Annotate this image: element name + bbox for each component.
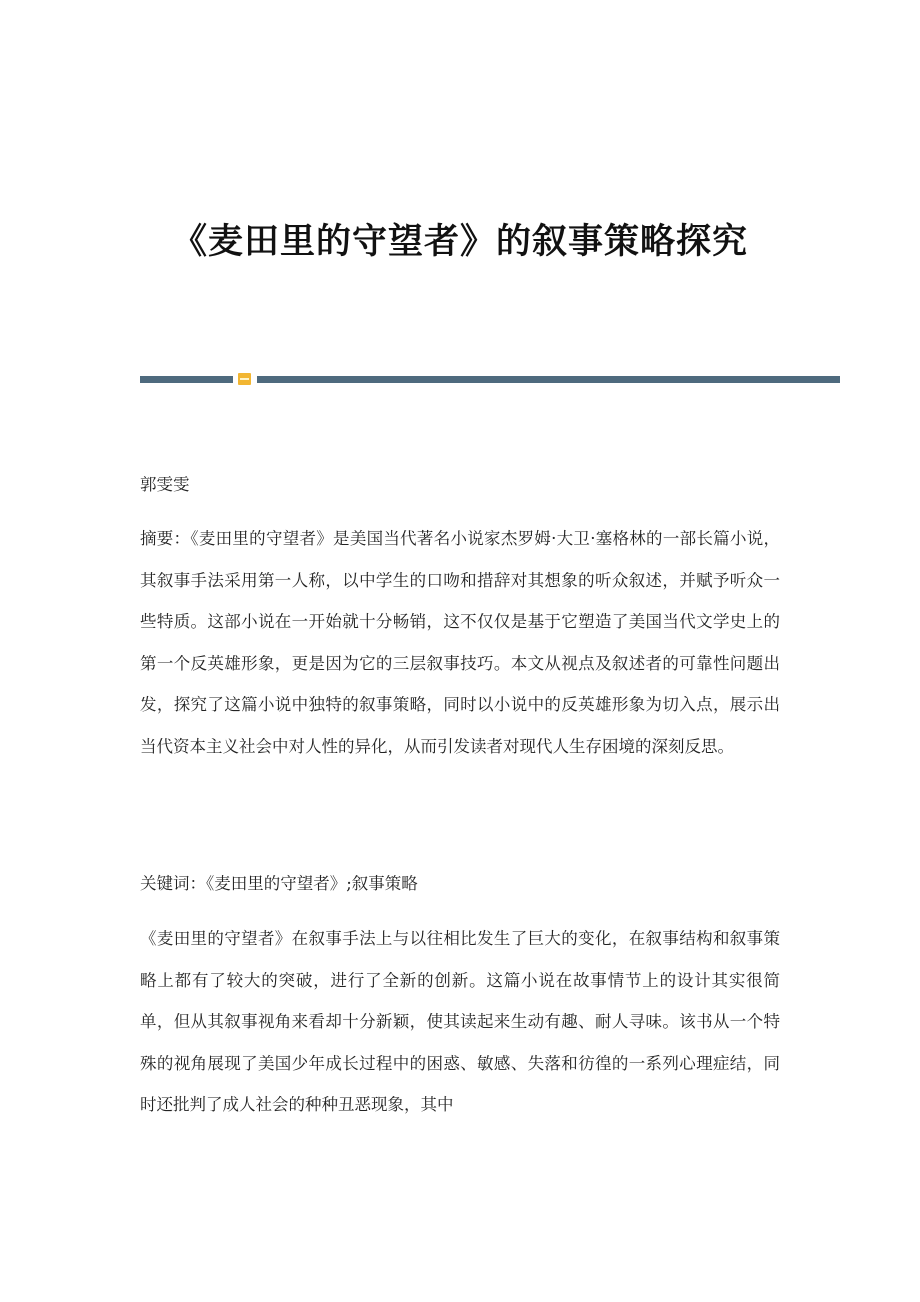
author-name: 郭雯雯 (140, 475, 190, 494)
divider-ornament-icon (238, 373, 251, 385)
divider-bar-right (257, 376, 840, 383)
document-title: 《麦田里的守望者》的叙事策略探究 (171, 221, 748, 262)
title-divider (140, 373, 840, 385)
body-paragraph: 《麦田里的守望者》在叙事手法上与以往相比发生了巨大的变化，在叙事结构和叙事策略上都有了较大的突破，进行了全新的创新。这篇小说在故事情节上的设计其实很简单，但从其叙事视角来看却十分新颖，使其读起来生动有趣、耐人寻味。该书从一个特殊的视角展现了美国少年成长过程中的困惑、敏感、失落和彷徨的一系列心理症结，同时还批判了成人社会的种种丑恶现象，其中 (140, 929, 780, 1114)
divider-bar-left (140, 376, 233, 383)
abstract-paragraph: 摘要：《麦田里的守望者》是美国当代著名小说家杰罗姆·大卫·塞格林的一部长篇小说，其叙事手法采用第一人称，以中学生的口吻和措辞对其想象的听众叙述，并赋予听众一些特质。这部小说在一开始就十分畅销，这不仅仅是基于它塑造了美国当代文学史上的第一个反英雄形象，更是因为它的三层叙事技巧。本文从视点及叙述者的可靠性问题出发，探究了这篇小说中独特的叙事策略，同时以小说中的反英雄形象为切入点，展示出当代资本主义社会中对人性的异化，从而引发读者对现代人生存困境的深刻反思。 (140, 529, 780, 756)
keywords-line: 关键词：《麦田里的守望者》;叙事策略 (140, 874, 418, 893)
